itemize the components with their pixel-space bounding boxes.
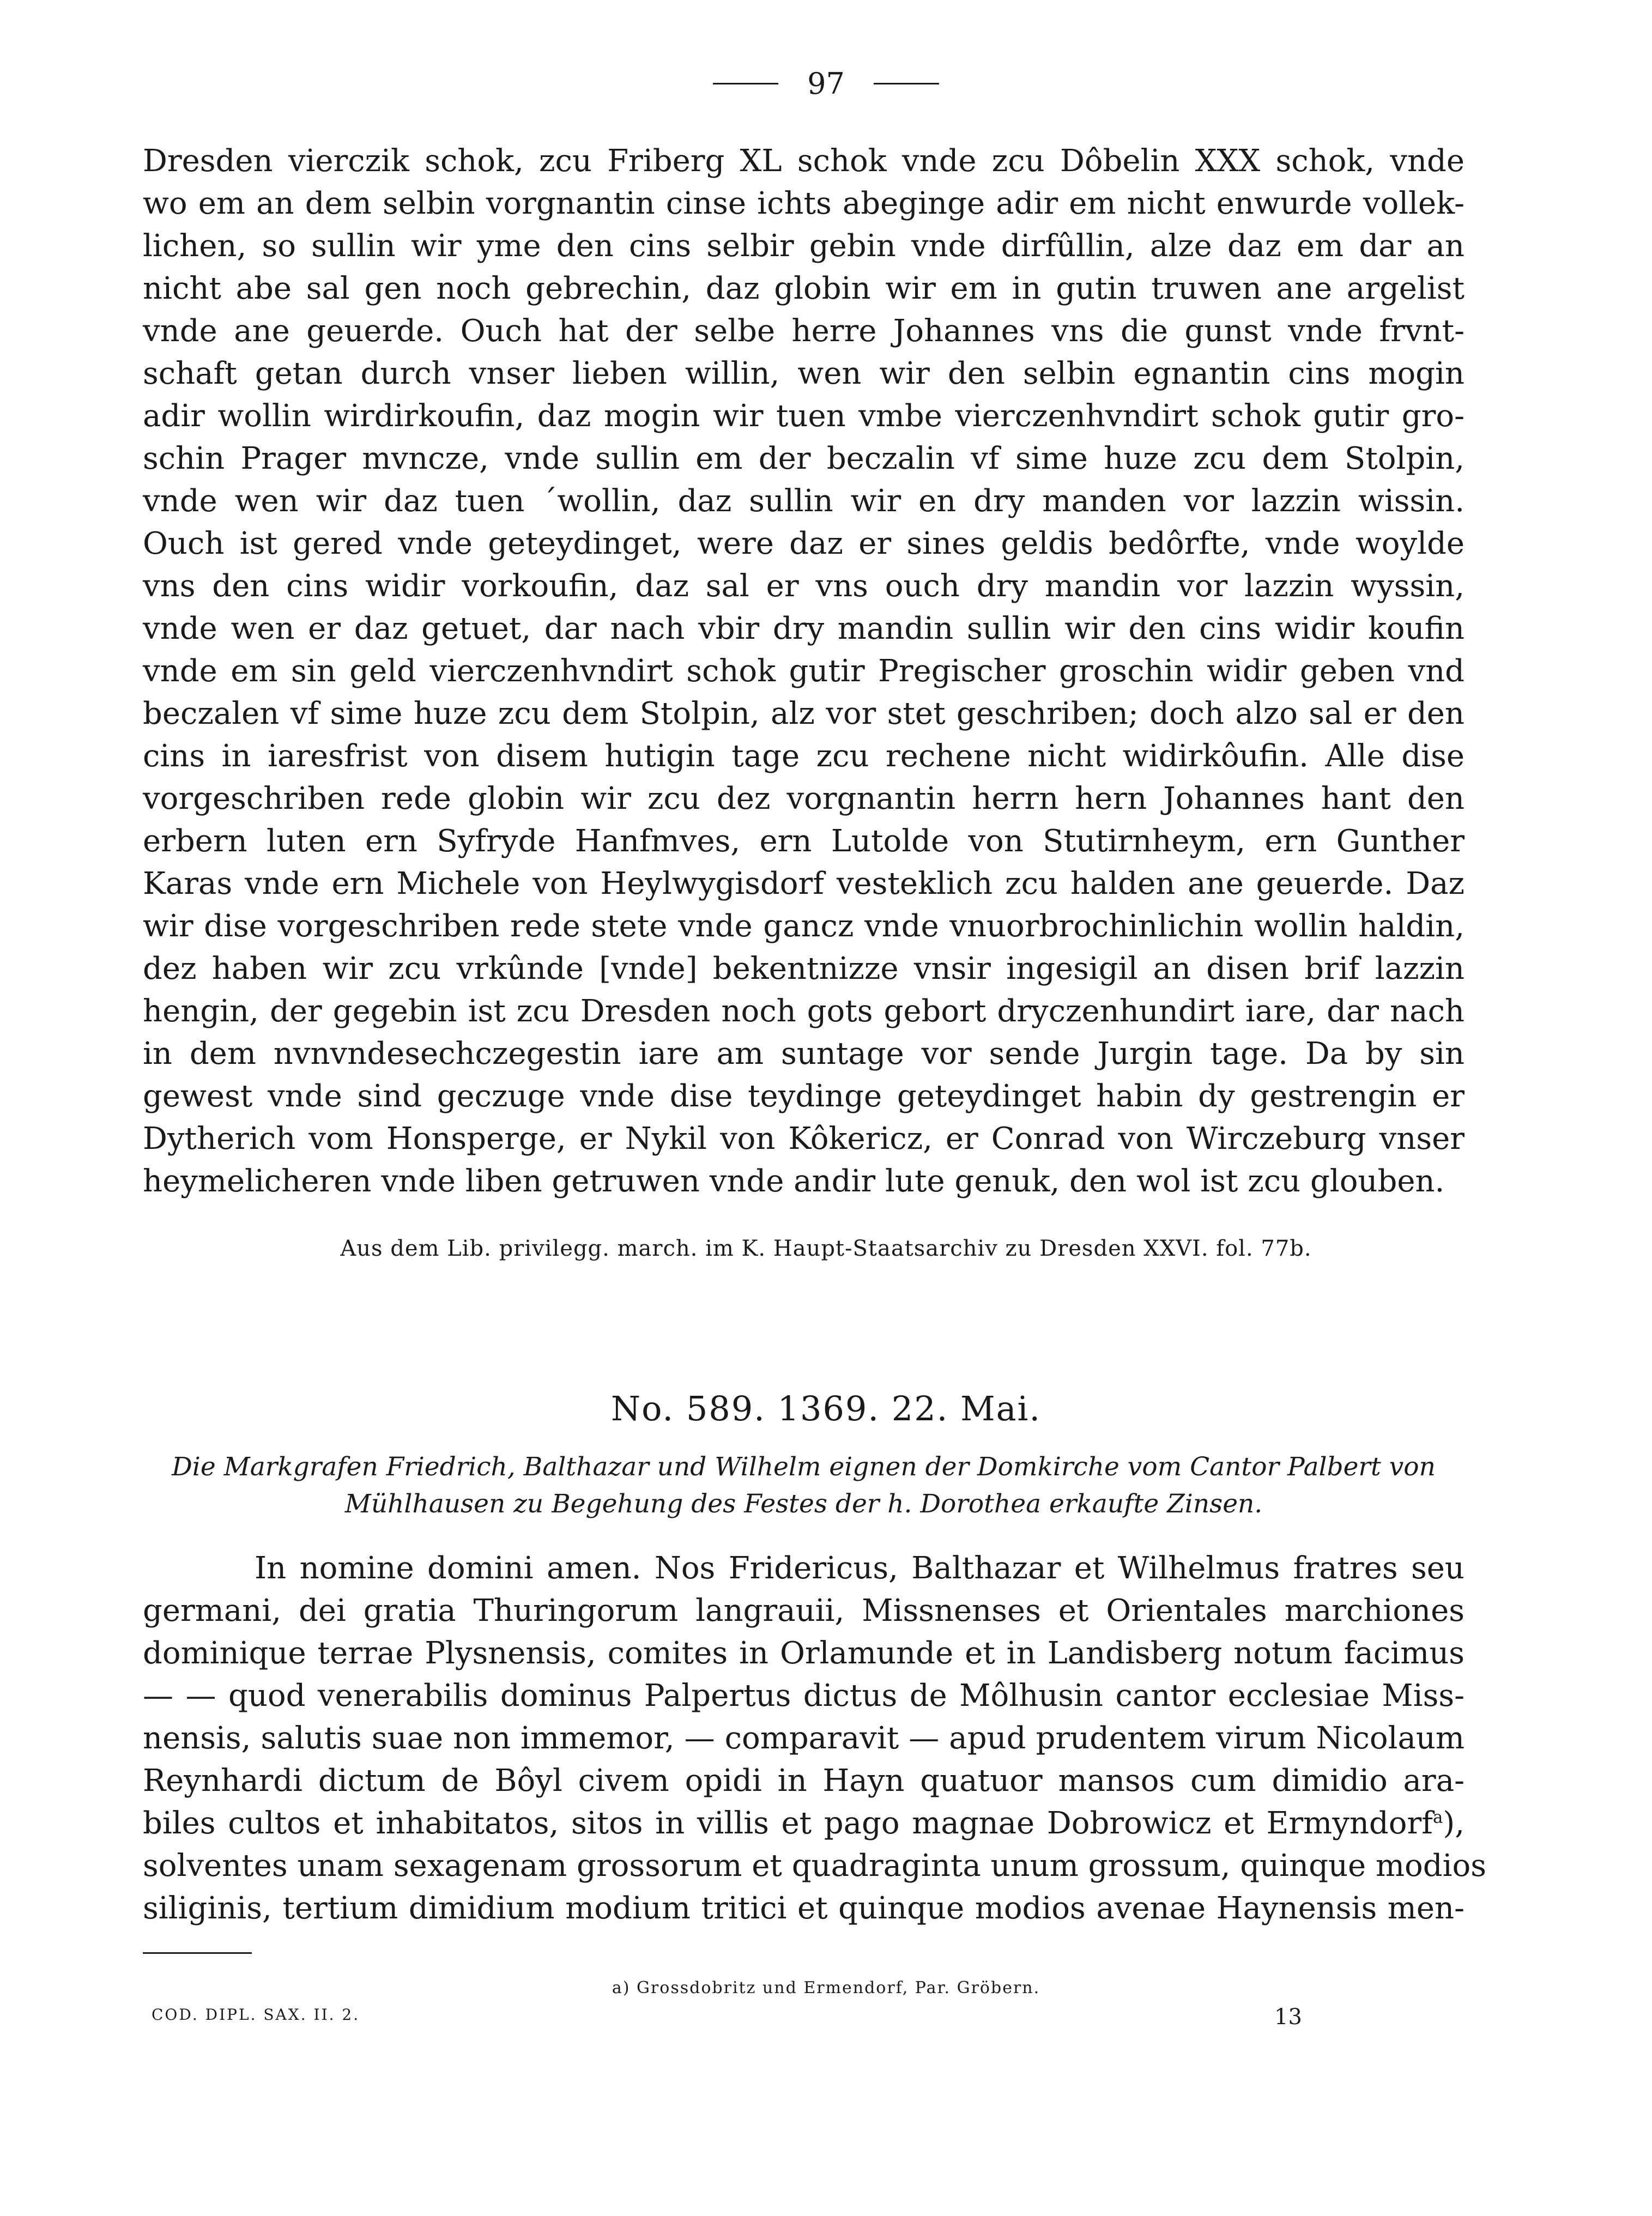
text-line: cins in iaresfrist von disem hutigin tage zcu rechene nicht widirkôufin. Alle dise bbox=[143, 738, 1465, 774]
text-line: Dytherich vom Honsperge, er Nykil von Kôkericz, er Conrad von Wirczeburg vnser bbox=[143, 1121, 1465, 1157]
text-line: schaft getan durch vnser lieben willin, wen wir den selbin egnantin cins mogin bbox=[143, 356, 1465, 391]
text-line: nensis, salutis suae non immemor, — comparavit — apud prudentem virum Nicolaum bbox=[143, 1721, 1465, 1756]
text-line: wo em an dem selbin vorgnantin cinse ichts abeginge adir em nicht enwurde vollek- bbox=[143, 186, 1465, 221]
text-line: nicht abe sal gen noch gebrechin, daz globin wir em in gutin truwen ane argelist bbox=[143, 271, 1465, 306]
text-line: vorgeschriben rede globin wir zcu dez vorgnantin herrn hern Johannes hant den bbox=[143, 781, 1465, 816]
text-line: — — quod venerabilis dominus Palpertus dictus de Môlhusin cantor ecclesiae Miss- bbox=[143, 1678, 1465, 1714]
sheet-number: 13 bbox=[1274, 2005, 1302, 2030]
text-line: in dem nvnvndesechczegestin iare am suntage vor sende Jurgin tage. Da by sin bbox=[143, 1036, 1465, 1071]
text-line: lichen, so sullin wir yme den cins selbir gebin vnde dirfûllin, alze daz em dar an bbox=[143, 228, 1465, 264]
text-line: germani, dei gratia Thuringorum langrauii, Missnenses et Orientales marchiones bbox=[143, 1593, 1465, 1628]
text-line: Dresden vierczik schok, zcu Friberg XL schok vnde zcu Dôbelin XXX schok, vnde bbox=[143, 143, 1465, 179]
text-line: adir wollin wirdirkoufin, daz mogin wir tuen vmbe vierczenhvndirt schok gutir gro- bbox=[143, 398, 1465, 434]
text-line-body: biles cultos et inhabitatos, sitos in villis et pago magnae Dobrowicz et Ermyndorf bbox=[143, 1806, 1433, 1841]
text-line: dominique terrae Plysnensis, comites in Orlamunde et in Landisberg notum facimus bbox=[143, 1636, 1465, 1671]
text-line: Ouch ist gered vnde geteydinget, were daz er sines geldis bedôrfte, vnde woylde bbox=[143, 526, 1465, 561]
text-line: beczalen vf sime huze zcu dem Stolpin, alz vor stet geschriben; doch alzo sal er den bbox=[143, 696, 1465, 731]
text-line: In nomine domini amen. Nos Fridericus, Balthazar et Wilhelmus fratres seu bbox=[255, 1551, 1465, 1586]
page-number: 97 bbox=[807, 66, 845, 101]
header-rule-left bbox=[713, 83, 778, 84]
text-line: vnde em sin geld vierczenhvndirt schok gutir Pregischer groschin widir geben vnd bbox=[143, 653, 1465, 689]
document-summary-line: Mühlhausen zu Begehung des Festes der h. Dorothea erkaufte Zinsen. bbox=[344, 1489, 1263, 1519]
footnote-rule bbox=[143, 1952, 252, 1954]
text-line: solventes unam sexagenam grossorum et quadraginta unum grossum, quinque modios bbox=[143, 1848, 1486, 1884]
text-line: erbern luten ern Syfryde Hanfmves, ern Lutolde von Stutirnheym, ern Gunther bbox=[143, 824, 1465, 859]
source-note: Aus dem Lib. privilegg. march. im K. Haupt-Staatsarchiv zu Dresden XXVI. fol. 77b. bbox=[340, 1236, 1312, 1261]
text-line: Karas vnde ern Michele von Heylwygisdorf vesteklich zcu halden ane geuerde. Daz bbox=[143, 866, 1465, 901]
text-line: hengin, der gegebin ist zcu Dresden noch gots gebort dryczenhundirt iare, dar nach bbox=[143, 994, 1465, 1029]
text-line: vns den cins widir vorkoufin, daz sal er vns ouch dry mandin vor lazzin wyssin, bbox=[143, 568, 1465, 604]
text-line: dez haben wir zcu vrkûnde [vnde] bekentnizze vnsir ingesigil an disen brif lazzin bbox=[143, 951, 1465, 986]
footnote-marker: a bbox=[1432, 1807, 1443, 1827]
text-line: gewest vnde sind geczuge vnde dise teydinge geteydinget habin dy gestrengin er bbox=[143, 1079, 1465, 1114]
text-line: heymelicheren vnde liben getruwen vnde andir lute genuk, den wol ist zcu glouben. bbox=[143, 1164, 1445, 1199]
text-line: Reynhardi dictum de Bôyl civem opidi in Hayn quatuor mansos cum dimidio ara- bbox=[143, 1763, 1465, 1799]
text-line: vnde wen er daz getuet, dar nach vbir dry mandin sullin wir den cins widir koufin bbox=[143, 611, 1465, 646]
text-line: siliginis, tertium dimidium modium tritici et quinque modios avenae Haynensis men- bbox=[143, 1891, 1465, 1926]
printer-signature: COD. DIPL. SAX. II. 2. bbox=[152, 2006, 360, 2024]
document-heading: No. 589. 1369. 22. Mai. bbox=[610, 1389, 1042, 1428]
text-line: vnde wen wir daz tuen ´wollin, daz sullin wir en dry manden vor lazzin wissin. bbox=[143, 483, 1465, 519]
header-rule-right bbox=[874, 83, 939, 84]
text-line: schin Prager mvncze, vnde sullin em der beczalin vf sime huze zcu dem Stolpin, bbox=[143, 441, 1465, 476]
text-line-tail: ), bbox=[1443, 1806, 1465, 1841]
text-line: vnde ane geuerde. Ouch hat der selbe herre Johannes vns die gunst vnde frvnt- bbox=[143, 313, 1465, 349]
document-summary-line: Die Markgrafen Friedrich, Balthazar und Wilhelm eignen der Domkirche vom Cantor Palbert von bbox=[172, 1452, 1436, 1482]
text-line: wir dise vorgeschriben rede stete vnde gancz vnde vnuorbrochinlichin wollin haldin, bbox=[143, 909, 1465, 944]
footnote: a) Grossdobritz und Ermendorf, Par. Gröbern. bbox=[612, 1978, 1040, 1997]
text-line bbox=[143, 1808, 1465, 1839]
page-header bbox=[0, 66, 1652, 101]
